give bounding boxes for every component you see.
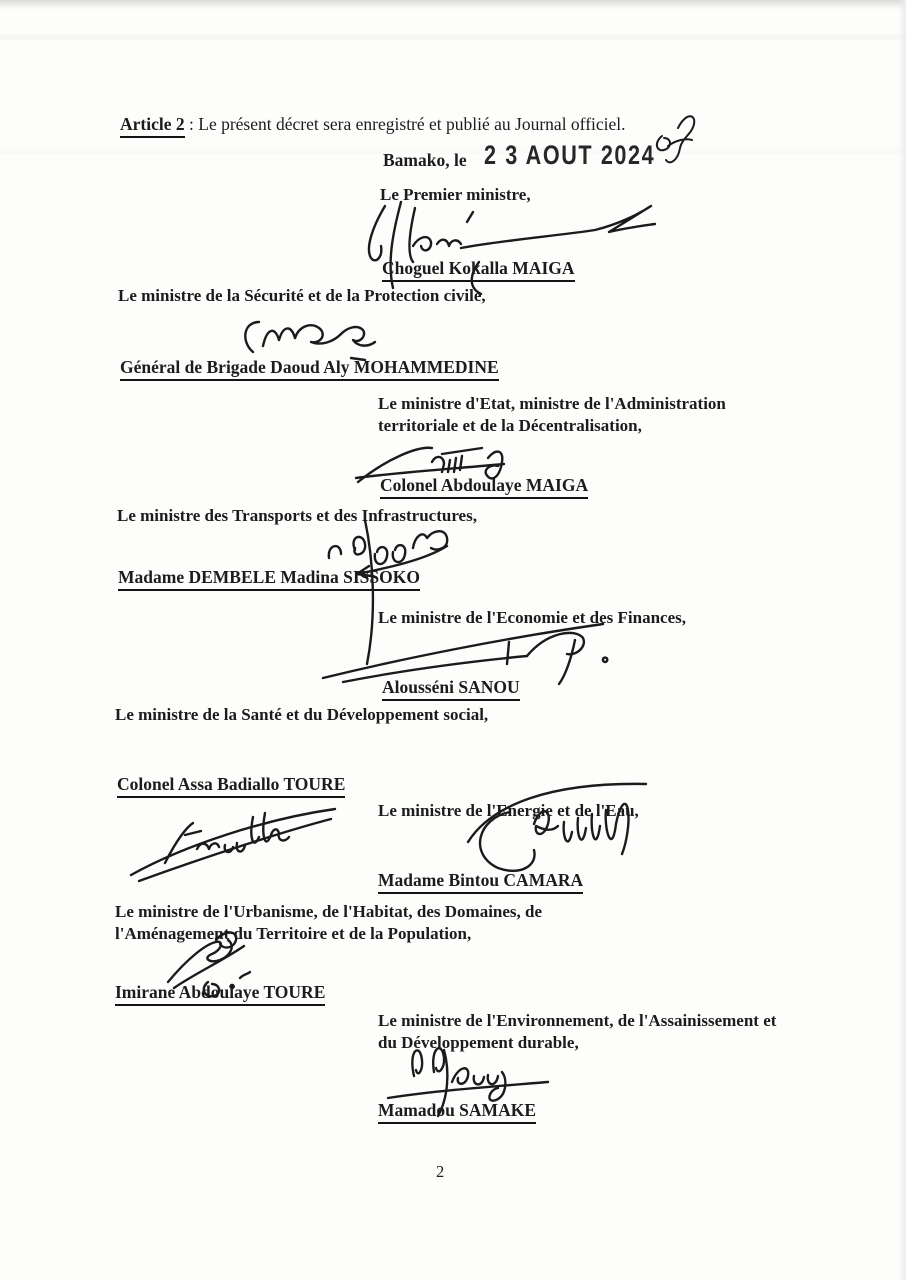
sanou-signature bbox=[315, 616, 615, 686]
signatory-name-imirane-toure: Imirane Abdoulaye TOURE bbox=[115, 982, 325, 1006]
abdoulaye-maiga-signature bbox=[352, 436, 527, 488]
signatory-title-sante: Le ministre de la Santé et du Développement social, bbox=[115, 705, 489, 724]
article-text: Le présent décret sera enregistré et publié au Journal officiel. bbox=[198, 114, 626, 134]
bintou-camara-signature bbox=[448, 772, 658, 882]
signatory-name-sanou: Alousséni SANOU bbox=[382, 677, 520, 701]
mohammedine-signature bbox=[237, 312, 402, 364]
page-number: 2 bbox=[436, 1162, 445, 1181]
signatory-name-bintou-camara: Madame Bintou CAMARA bbox=[378, 870, 583, 894]
signatory-title-securite: Le ministre de la Sécurité et de la Protection civile, bbox=[118, 286, 486, 305]
article-label: Article 2 bbox=[120, 114, 185, 138]
article-separator: : bbox=[184, 114, 199, 134]
signatory-title-urbanisme: Le ministre de l'Urbanisme, de l'Habitat, des Domaines, de l'Aménagement du Territoire et de la Population, bbox=[115, 902, 543, 943]
assa-badiallo-toure-signature bbox=[125, 795, 340, 885]
signatory-name-dembele-sissoko: Madame DEMBELE Madina SISSOKO bbox=[118, 567, 420, 591]
signatory-name-mohammedine: Général de Brigade Daoud Aly MOHAMMEDINE bbox=[120, 357, 499, 381]
signatory-title-transports: Le ministre des Transports et des Infrastructures, bbox=[117, 506, 477, 525]
signatory-name-assa-badiallo-toure: Colonel Assa Badiallo TOURE bbox=[117, 774, 345, 798]
signatory-name-choguel-maiga: Choguel Kokalla MAIGA bbox=[382, 258, 575, 282]
choguel-maiga-signature bbox=[355, 196, 670, 300]
signatory-title-premier-ministre: Le Premier ministre, bbox=[380, 185, 531, 204]
date-stamp: 2 3 AOUT 2024 bbox=[484, 140, 656, 170]
signatory-name-abdoulaye-maiga: Colonel Abdoulaye MAIGA bbox=[380, 475, 588, 499]
mamadou-samake-signature bbox=[380, 1040, 555, 1120]
scan-edge-artifact bbox=[0, 0, 906, 10]
signatory-title-administration-territoriale: Le ministre d'Etat, ministre de l'Administration territoriale et de la Décentralisation, bbox=[378, 394, 726, 435]
article-2-line bbox=[120, 114, 626, 138]
signatory-name-mamadou-samake: Mamadou SAMAKE bbox=[378, 1100, 536, 1124]
scan-edge-artifact bbox=[898, 0, 906, 1280]
signatory-title-economie-finances: Le ministre de l'Economie et des Finances, bbox=[378, 608, 687, 627]
signatory-title-energie-eau: Le ministre de l'Energie et de l'Eau, bbox=[378, 801, 639, 820]
dateline-place: Bamako, le bbox=[383, 150, 467, 170]
scan-streak bbox=[0, 34, 906, 40]
initials-paraph-icon bbox=[650, 106, 700, 171]
imirane-toure-signature bbox=[158, 928, 273, 998]
signatory-title-environnement: Le ministre de l'Environnement, de l'Assainissement et du Développement durable, bbox=[378, 1011, 777, 1052]
